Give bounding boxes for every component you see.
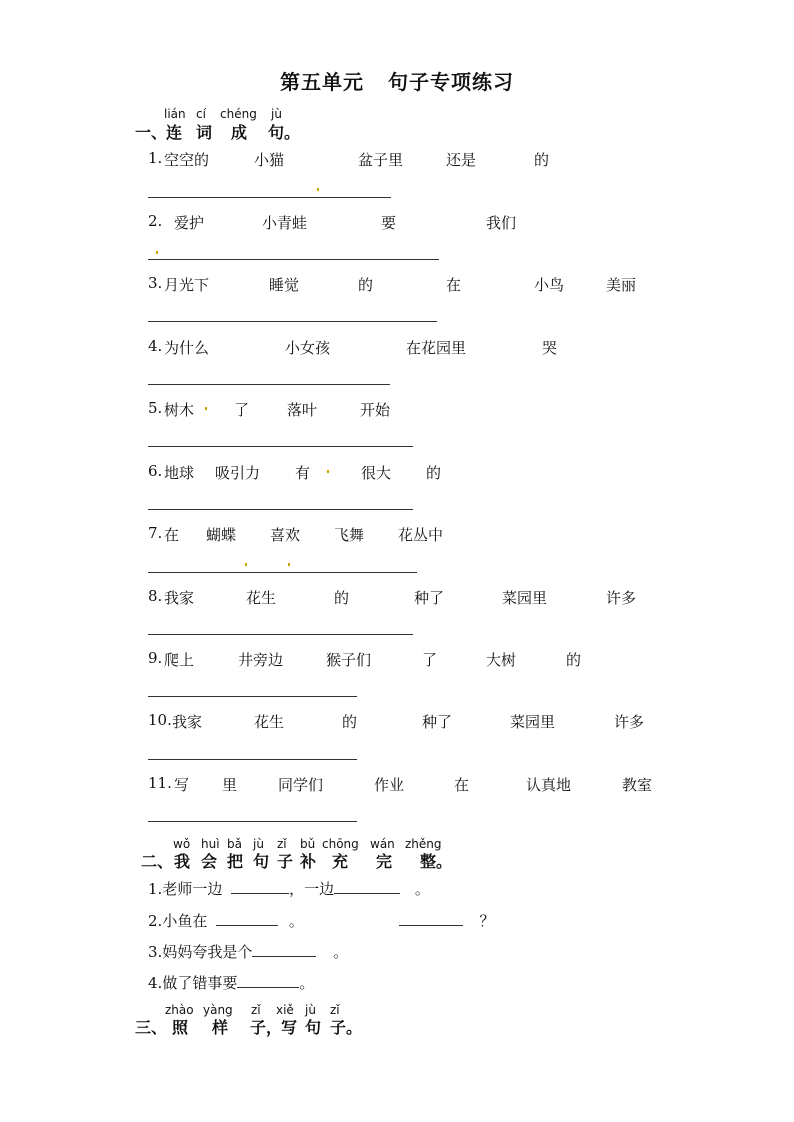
word-tile: 的 xyxy=(342,713,358,731)
pinyin: zǐ xyxy=(277,837,287,851)
prompt-text: ？ xyxy=(479,912,495,930)
heading-char: 句 xyxy=(253,852,270,871)
blank-field[interactable] xyxy=(237,973,299,988)
word-tile: 我家 xyxy=(164,589,195,607)
pinyin: bǎ xyxy=(227,837,242,851)
word-tile: 在 xyxy=(454,776,470,794)
word-tile: 为什么 xyxy=(164,339,210,357)
item-number: 2. xyxy=(148,212,163,230)
stray-mark xyxy=(317,188,319,191)
pinyin: zǐ xyxy=(251,1003,261,1017)
heading-char: 照 xyxy=(172,1018,189,1037)
page-title xyxy=(0,66,794,95)
word-tile: 大树 xyxy=(486,651,517,669)
answer-line[interactable] xyxy=(148,759,357,760)
answer-line[interactable] xyxy=(148,821,357,822)
word-tile: 认真地 xyxy=(526,776,572,794)
item-number: 11. xyxy=(148,774,172,792)
prompt-text: 。 xyxy=(414,880,430,898)
heading-char: 会 xyxy=(201,852,218,871)
item-number: 4. xyxy=(148,974,163,992)
pinyin: bǔ xyxy=(300,837,316,851)
item-number: 7. xyxy=(148,524,163,542)
prompt-text: 老师一边 xyxy=(162,880,223,898)
section-number: 一、 xyxy=(135,123,168,142)
word-tile: 里 xyxy=(222,776,238,794)
topic-title: 句子专项练习 xyxy=(388,70,514,94)
word-tile: 的 xyxy=(566,651,582,669)
heading-char: 词 xyxy=(196,123,213,142)
blank-field[interactable] xyxy=(252,942,316,957)
item-number: 9. xyxy=(148,649,163,667)
word-tile: 花生 xyxy=(254,713,285,731)
item-number: 5. xyxy=(148,399,163,417)
word-tile: 树木 xyxy=(164,401,195,419)
word-tile: 许多 xyxy=(614,713,645,731)
word-tile: 睡觉 xyxy=(269,276,300,294)
stray-mark xyxy=(288,563,290,566)
word-tile: 很大 xyxy=(361,464,392,482)
item-number: 1. xyxy=(148,149,163,167)
item-number: 3. xyxy=(148,274,163,292)
stray-mark xyxy=(156,251,158,254)
item-number: 1. xyxy=(148,880,163,898)
answer-line[interactable] xyxy=(148,384,390,385)
word-tile: 同学们 xyxy=(278,776,324,794)
heading-char: 子 xyxy=(277,852,294,871)
item-number: 10. xyxy=(148,711,172,729)
heading-char: 连 xyxy=(166,123,183,142)
word-tile: 许多 xyxy=(606,589,637,607)
pinyin: jù xyxy=(253,837,264,851)
word-tile: 开始 xyxy=(360,401,391,419)
pinyin: xiě xyxy=(276,1003,294,1017)
heading-char: 子， xyxy=(250,1018,283,1037)
heading-char: 句 xyxy=(305,1018,322,1037)
word-tile: 地球 xyxy=(164,464,195,482)
item-number: 6. xyxy=(148,462,163,480)
list-item xyxy=(148,941,348,962)
word-tile: 蝴蝶 xyxy=(206,526,237,544)
unit-title: 第五单元 xyxy=(280,70,364,94)
prompt-text: 。 xyxy=(333,943,349,961)
list-item xyxy=(148,910,494,931)
heading-char: 成 xyxy=(231,123,248,142)
section-number: 二、 xyxy=(141,852,174,871)
pinyin: chéng xyxy=(220,107,257,121)
prompt-text: 妈妈夸我是个 xyxy=(162,943,253,961)
word-tile: 井旁边 xyxy=(238,651,284,669)
prompt-text: 。 xyxy=(288,912,304,930)
pinyin: jù xyxy=(271,107,282,121)
pinyin: zhěng xyxy=(405,837,442,851)
word-tile: 种了 xyxy=(422,713,453,731)
word-tile: 的 xyxy=(534,151,550,169)
list-item xyxy=(148,972,314,993)
answer-line[interactable] xyxy=(148,634,413,635)
prompt-text: 做了错事要 xyxy=(162,974,238,992)
word-tile: 在花园里 xyxy=(406,339,467,357)
word-tile: 小鸟 xyxy=(534,276,565,294)
answer-line[interactable] xyxy=(148,321,437,322)
answer-line[interactable] xyxy=(148,696,357,697)
pinyin: wán xyxy=(370,837,395,851)
blank-field[interactable] xyxy=(399,911,463,926)
answer-line[interactable] xyxy=(148,197,391,198)
word-tile: 爱护 xyxy=(174,214,205,232)
heading-char: 补 xyxy=(300,852,317,871)
word-tile: 的 xyxy=(426,464,442,482)
prompt-text: 。 xyxy=(299,974,315,992)
word-tile: 作业 xyxy=(374,776,405,794)
word-tile: 爬上 xyxy=(164,651,195,669)
heading-char: 整。 xyxy=(420,852,453,871)
word-tile: 菜园里 xyxy=(510,713,556,731)
section-number: 三、 xyxy=(135,1018,168,1037)
word-tile: 在 xyxy=(446,276,462,294)
word-tile: 小猫 xyxy=(254,151,285,169)
word-tile: 花丛中 xyxy=(398,526,444,544)
word-tile: 菜园里 xyxy=(502,589,548,607)
item-number: 8. xyxy=(148,587,163,605)
stray-mark xyxy=(245,563,247,566)
pinyin: cí xyxy=(196,107,206,121)
word-tile: 种了 xyxy=(414,589,445,607)
word-tile: 吸引力 xyxy=(215,464,261,482)
pinyin: zǐ xyxy=(330,1003,340,1017)
heading-char: 把 xyxy=(227,852,244,871)
blank-field[interactable] xyxy=(216,911,278,926)
word-tile: 猴子们 xyxy=(326,651,372,669)
item-number: 4. xyxy=(148,337,163,355)
word-tile: 有 xyxy=(295,464,311,482)
word-tile: 我们 xyxy=(486,214,517,232)
heading-char: 子。 xyxy=(330,1018,363,1037)
pinyin: wǒ xyxy=(173,837,191,851)
word-tile: 的 xyxy=(358,276,374,294)
word-tile: 飞舞 xyxy=(334,526,365,544)
pinyin: huì xyxy=(201,837,220,851)
prompt-text: ，一边 xyxy=(289,880,335,898)
stray-mark xyxy=(205,407,207,410)
word-tile: 落叶 xyxy=(287,401,318,419)
word-tile: 空空的 xyxy=(164,151,210,169)
pinyin: yàng xyxy=(203,1003,233,1017)
word-tile: 了 xyxy=(234,401,250,419)
item-number: 3. xyxy=(148,943,163,961)
heading-char: 我 xyxy=(174,852,191,871)
word-tile: 我家 xyxy=(172,713,203,731)
word-tile: 小青蛙 xyxy=(262,214,308,232)
prompt-text: 小鱼在 xyxy=(162,912,208,930)
item-number: 2. xyxy=(148,912,163,930)
pinyin: jù xyxy=(305,1003,316,1017)
word-tile: 还是 xyxy=(446,151,477,169)
pinyin: zhào xyxy=(165,1003,194,1017)
word-tile: 的 xyxy=(334,589,350,607)
blank-field[interactable] xyxy=(231,879,289,894)
word-tile: 要 xyxy=(381,214,397,232)
word-tile: 喜欢 xyxy=(270,526,301,544)
word-tile: 哭 xyxy=(542,339,558,357)
heading-char: 充 xyxy=(332,852,349,871)
list-item xyxy=(148,878,430,899)
answer-line[interactable] xyxy=(148,446,413,447)
answer-line[interactable] xyxy=(148,259,439,260)
word-tile: 美丽 xyxy=(606,276,637,294)
word-tile: 了 xyxy=(422,651,438,669)
word-tile: 盆子里 xyxy=(358,151,404,169)
answer-line[interactable] xyxy=(148,572,417,573)
word-tile: 月光下 xyxy=(164,276,210,294)
word-tile: 在 xyxy=(164,526,180,544)
pinyin: lián xyxy=(164,107,186,121)
pinyin: chōng xyxy=(322,837,359,851)
heading-char: 句。 xyxy=(268,123,301,142)
stray-mark xyxy=(327,470,329,473)
heading-char: 完 xyxy=(376,852,393,871)
word-tile: 写 xyxy=(174,776,190,794)
heading-char: 写 xyxy=(281,1018,298,1037)
blank-field[interactable] xyxy=(334,879,400,894)
word-tile: 教室 xyxy=(622,776,653,794)
word-tile: 花生 xyxy=(246,589,277,607)
answer-line[interactable] xyxy=(148,509,413,510)
word-tile: 小女孩 xyxy=(285,339,331,357)
heading-char: 样 xyxy=(212,1018,229,1037)
